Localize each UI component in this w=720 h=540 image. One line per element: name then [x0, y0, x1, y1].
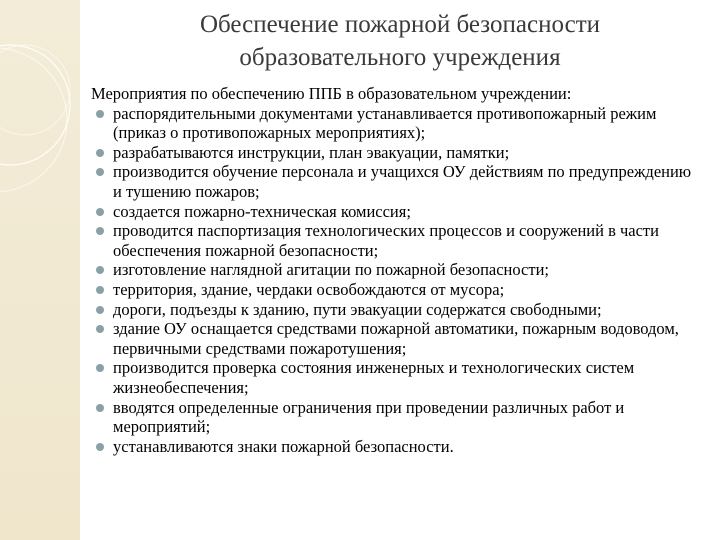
- list-item-text: территория, здание, чердаки освобождаются от мусора;: [113, 279, 505, 299]
- bullet-icon: [96, 110, 104, 118]
- bullet-icon: [96, 443, 104, 451]
- bullet-list: [88, 104, 704, 457]
- list-item: [88, 437, 704, 457]
- list-item: [88, 143, 704, 163]
- list-item-text: разрабатываются инструкции, план эвакуации, памятки;: [113, 142, 510, 162]
- bullet-icon: [96, 266, 104, 274]
- list-item: [88, 221, 704, 260]
- intro-text: Мероприятия по обеспечению ППБ в образовательном учреждении:: [91, 84, 572, 103]
- bullet-icon: [96, 168, 104, 176]
- list-item: [88, 319, 704, 358]
- bullet-icon: [96, 208, 104, 216]
- list-item-text: здание ОУ оснащается средствами пожарной автоматики, пожарным водоводом, первичными средствами пожаротушения;: [113, 319, 679, 358]
- list-item-text: производится обучение персонала и учащихся ОУ действиям по предупреждению и тушению пожаров;: [113, 162, 692, 201]
- list-item: [88, 398, 704, 437]
- list-item: [88, 300, 704, 320]
- bullet-icon: [96, 404, 104, 412]
- list-item: [88, 260, 704, 280]
- decorative-circles: [0, 0, 80, 540]
- list-item: [88, 202, 704, 222]
- list-item-text: устанавливаются знаки пожарной безопасности.: [113, 436, 454, 456]
- decorative-sidebar: [0, 0, 80, 540]
- bullet-icon: [96, 227, 104, 235]
- list-item-text: вводятся определенные ограничения при проведении различных работ и мероприятий;: [113, 397, 625, 437]
- slide-content: [88, 84, 704, 456]
- list-item-text: изготовление наглядной агитации по пожарной безопасности;: [113, 260, 550, 280]
- list-item: [88, 162, 704, 201]
- list-item: [88, 358, 704, 397]
- bullet-icon: [96, 364, 104, 372]
- list-item-text: создается пожарно-техническая комиссия;: [113, 201, 411, 221]
- bullet-icon: [96, 149, 104, 157]
- list-item: [88, 280, 704, 300]
- bullet-icon: [96, 325, 104, 333]
- page-title: [95, 8, 705, 74]
- list-item-text: дороги, подъезды к зданию, пути эвакуации содержатся свободными;: [113, 299, 602, 319]
- bullet-icon: [96, 306, 104, 314]
- list-item-text: распорядительными документами устанавливается противопожарный режим (приказ о противопожарных мероприятиях);: [113, 103, 657, 143]
- list-item-text: производится проверка состояния инженерных и технологических систем жизнеобеспечения;: [113, 358, 635, 397]
- list-item: [88, 104, 704, 143]
- title-line-2: образовательного учреждения: [239, 44, 561, 71]
- title-line-1: Обеспечение пожарной безопасности: [199, 11, 600, 38]
- bullet-icon: [96, 286, 104, 294]
- list-item-text: проводится паспортизация технологических процессов и сооружений в части обеспечения пожарной безопасности;: [113, 221, 659, 260]
